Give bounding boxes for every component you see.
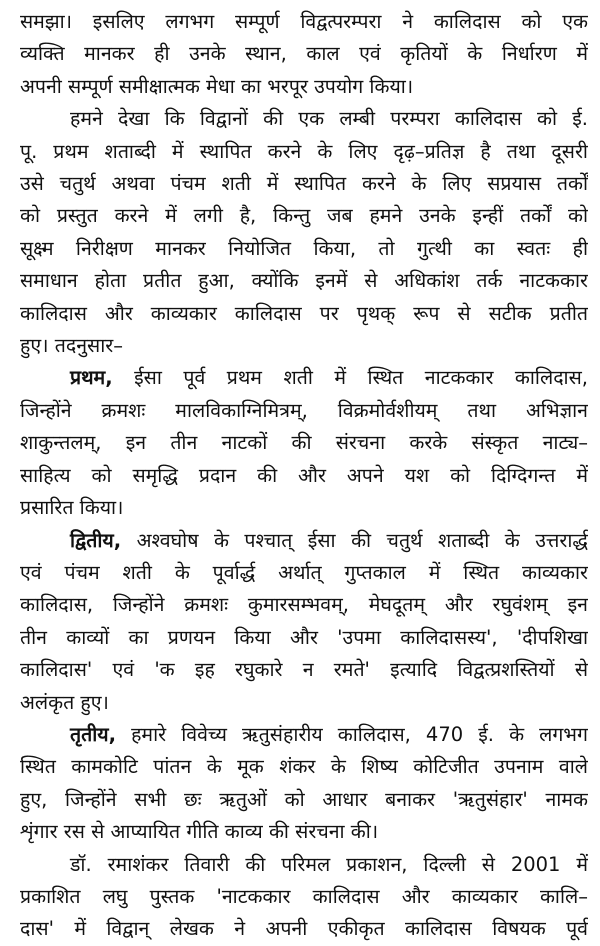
text-line: साहित्य को समृद्धि प्रदान की और अपने यश को दिग्दिगन्त में (20, 463, 588, 487)
text-line (20, 362, 588, 394)
text-segment: ईसा पूर्व प्रथम शती में स्थित नाटककार कालिदास, (134, 366, 588, 390)
text-line: कालिदास और काव्यकार कालिदास पर पृथक् रूप से सटीक प्रतीत (20, 301, 588, 325)
text-line: दास' में विद्वान् लेखक ने अपनी एकीकृत कालिदास विषयक पूर्व (20, 917, 588, 941)
paragraph-tritiya (20, 719, 588, 849)
paragraph-lead-term: प्रथम, (70, 366, 113, 390)
paragraph-dvitiya (20, 525, 588, 719)
text-segment: अश्वघोष के पश्चात् ईसा की चतुर्थ शताब्दी के उत्तरार्द्ध (136, 528, 588, 552)
text-line: हमने देखा कि विद्वानों की एक लम्बी परम्परा कालिदास को ई. (70, 107, 588, 131)
text-line: सूक्ष्म निरीक्षण मानकर नियोजित किया, तो गुत्थी का स्वतः ही (20, 236, 588, 260)
text-line: समझा। इसलिए लगभग सम्पूर्ण विद्वत्परम्परा ने कालिदास को एक (20, 10, 588, 33)
text-line: कालिदास' एवं 'क इह रघुकारे न रमते' इत्यादि विद्वत्प्रशस्तियों से (20, 658, 588, 682)
text-line: हुए। तदनुसार– (20, 334, 123, 358)
paragraph-2 (20, 103, 588, 362)
text-line: प्रसारित किया। (20, 496, 124, 520)
text-line: डॉ. रमाशंकर तिवारी की परिमल प्रकाशन, दिल्ली से 2001 में (70, 852, 588, 876)
text-line: उसे चतुर्थ अथवा पंचम शती में स्थापित करने के लिए सप्रयास तर्कों (20, 172, 588, 196)
text-segment: हमारे विवेच्य ऋतुसंहारीय कालिदास, 470 ई. के लगभग (131, 722, 588, 746)
text-line: अपनी सम्पूर्ण समीक्षात्मक मेधा का भरपूर उपयोग किया। (20, 74, 414, 98)
text-line: कालिदास, जिन्होंने क्रमशः कुमारसम्भवम्, मेघदूतम् और रघुवंशम् इन (20, 593, 588, 617)
text-line: तीन काव्यों का प्रणयन किया और 'उपमा कालिदासस्य', 'दीपशिखा (20, 625, 588, 649)
text-line (20, 525, 588, 557)
paragraph-6 (20, 849, 588, 946)
paragraph-1 (20, 6, 588, 103)
text-line: समाधान होता प्रतीत हुआ, क्योंकि इनमें से अधिकांश तर्क नाटककार (20, 269, 588, 293)
paragraph-pratham (20, 362, 588, 524)
text-line: को प्रस्तुत करने में लगी है, किन्तु जब हमने उनके इन्हीं तर्कों को (20, 204, 588, 228)
text-line (20, 719, 588, 751)
text-line: शृंगार रस से आप्यायित गीति काव्य की संरचना की। (20, 820, 379, 844)
text-line: पू. प्रथम शताब्दी में स्थापित करने के लिए दृढ़–प्रतिज्ञ है तथा दूसरी (20, 139, 588, 163)
text-line: स्थित कामकोटि पांतन के मूक शंकर के शिष्य कोटिजीत उपनाम वाले (20, 755, 588, 779)
text-line: प्रकाशित लघु पुस्तक 'नाटककार कालिदास और काव्यकार कालि– (20, 884, 588, 908)
text-line: व्यक्ति मानकर ही उनके स्थान, काल एवं कृतियों के निर्धारण में (20, 42, 588, 66)
text-line: शाकुन्तलम्, इन तीन नाटकों की संरचना करके संस्कृत नाट्य– (20, 431, 588, 455)
text-line: एवं पंचम शती के पूर्वार्द्ध अर्थात् गुप्तकाल में स्थित काव्यकार (20, 560, 588, 584)
text-line: हुए, जिन्होंने सभी छः ऋतुओं को आधार बनाकर 'ऋतुसंहार' नामक (20, 787, 588, 811)
paragraph-lead-term: द्वितीय, (70, 528, 122, 552)
text-line: जिन्होंने क्रमशः मालविकाग्निमित्रम्, विक्रमोर्वशीयम् तथा अभिज्ञान (20, 398, 588, 422)
paragraph-lead-term: तृतीय, (70, 722, 116, 746)
text-line: अलंकृत हुए। (20, 690, 109, 714)
